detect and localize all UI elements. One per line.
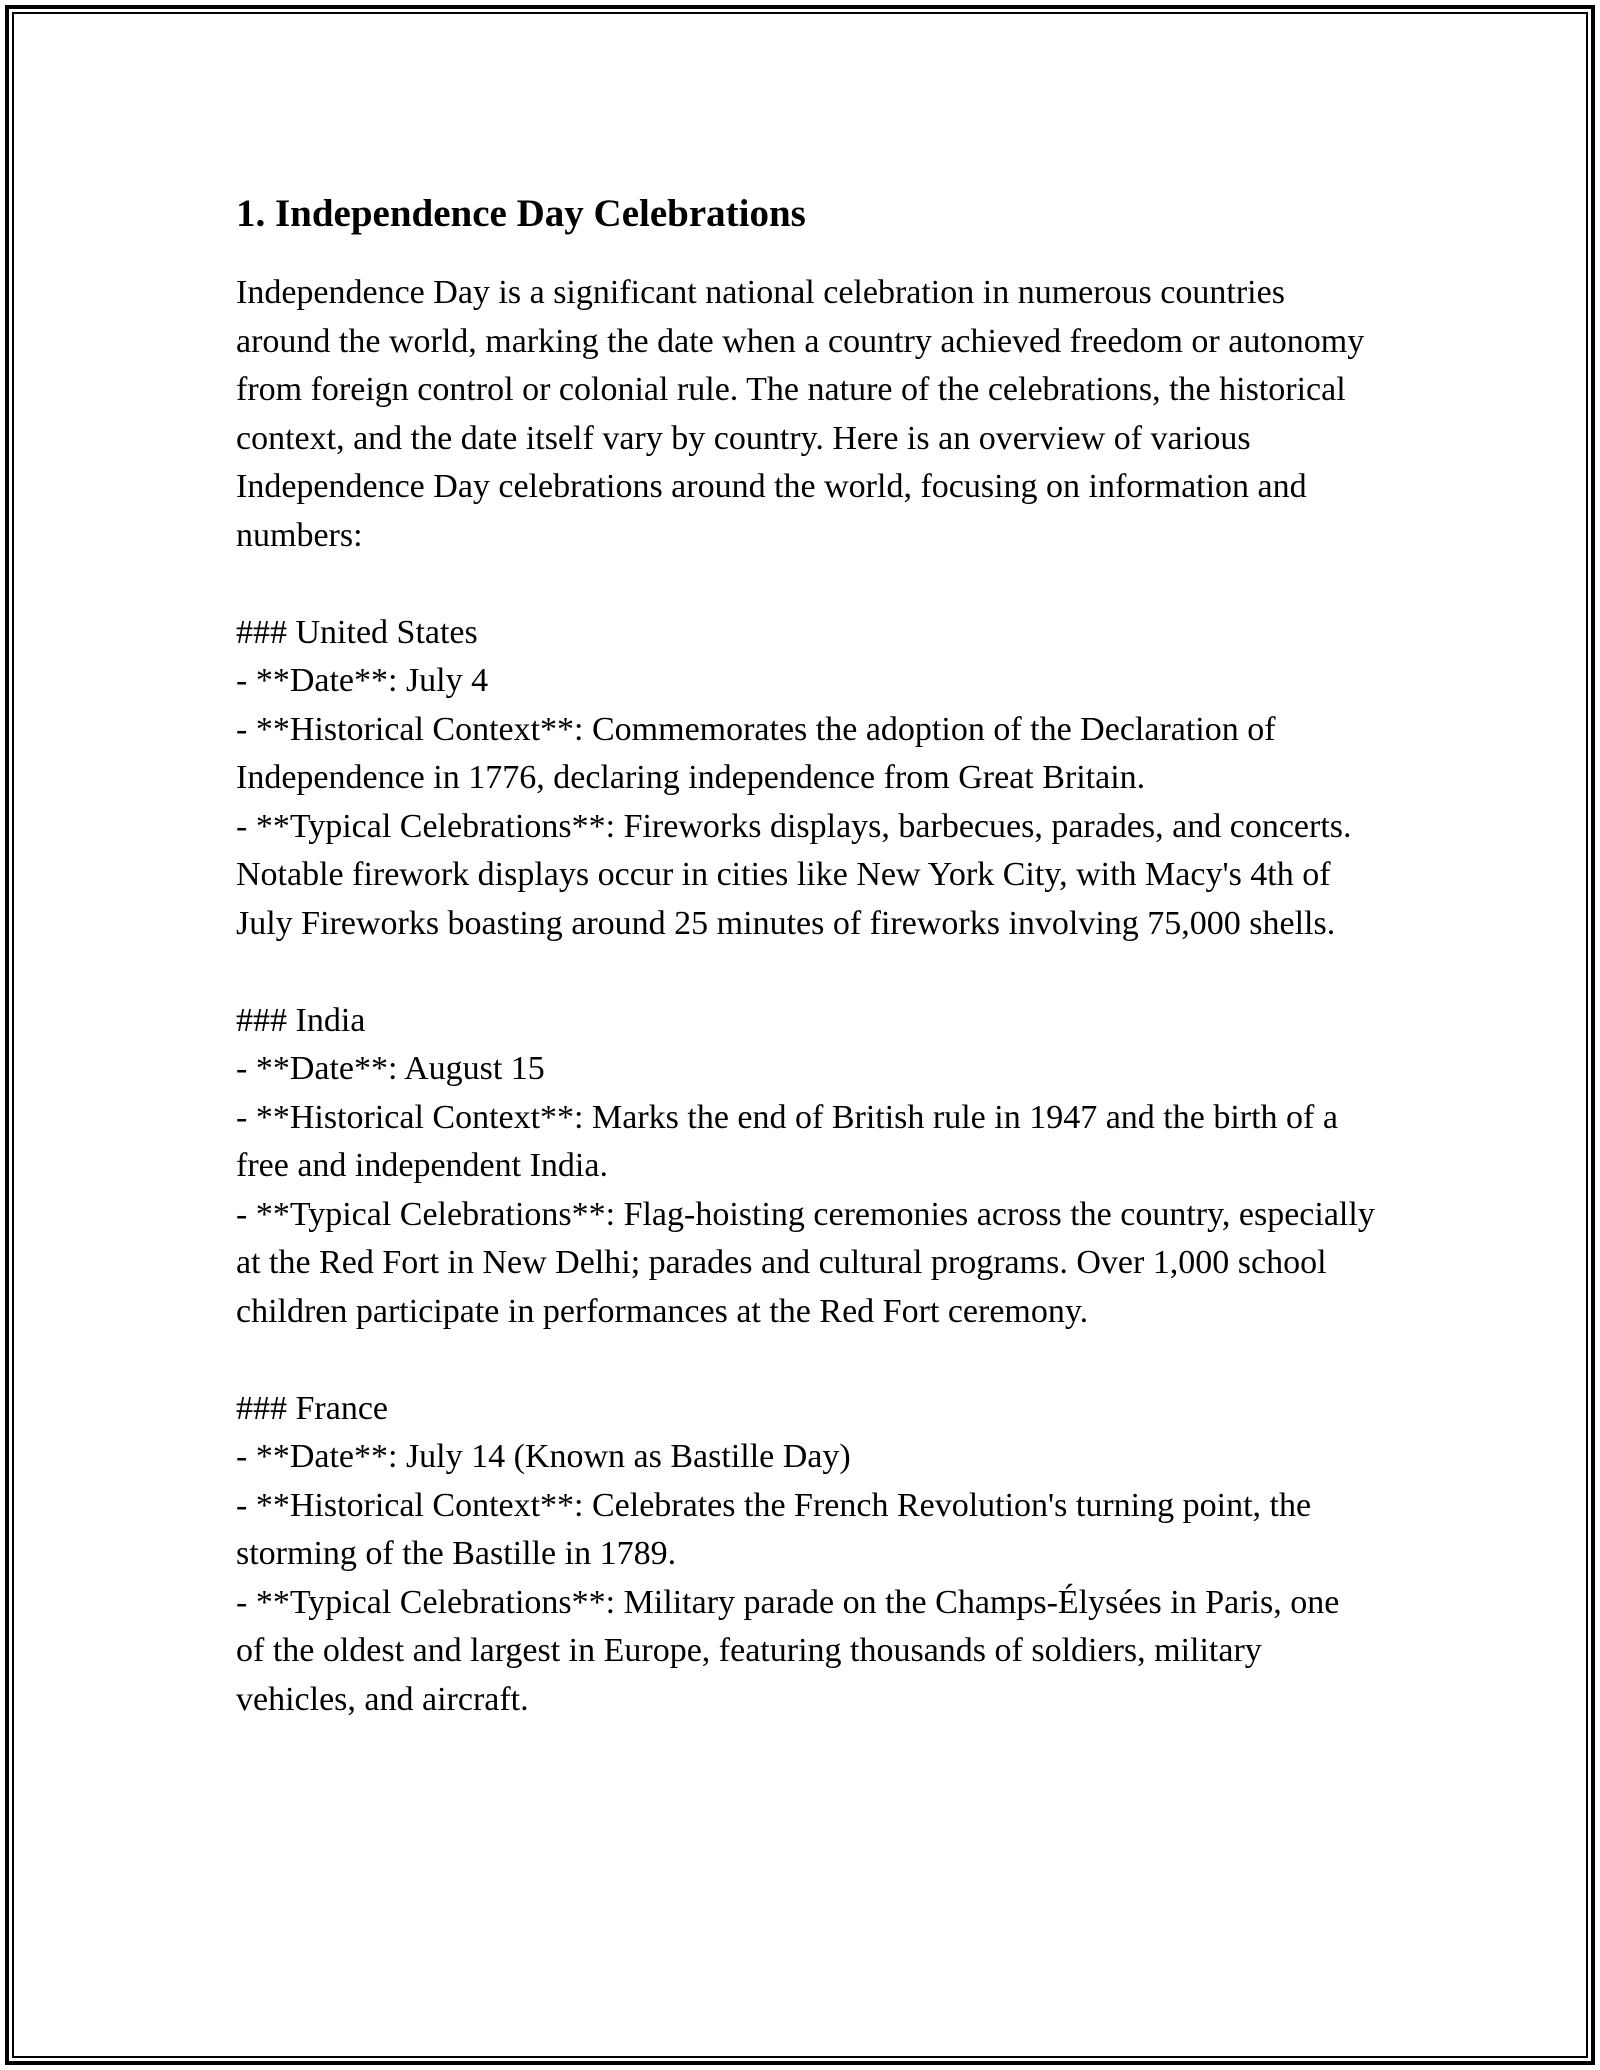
section-typical-celebrations: - **Typical Celebrations**: Military parade on the Champs-Élysées in Paris, one of the oldest and largest in Europe, featuring thousands of soldiers, military vehicles, and aircraft. — [236, 1583, 1348, 1718]
blank-line — [236, 1336, 1376, 1385]
section-heading: ### France — [236, 1389, 389, 1427]
section-date: - **Date**: August 15 — [236, 1050, 545, 1087]
section-date: - **Date**: July 14 (Known as Bastille Day) — [236, 1438, 851, 1475]
section-typical-celebrations: - **Typical Celebrations**: Flag-hoisting ceremonies across the country, especially at the Red Fort in New Delhi; parades and cultural programs. Over 1,000 school children participate in performances at the Red Fort ceremony. — [236, 1195, 1384, 1330]
section-historical-context: - **Historical Context**: Marks the end of British rule in 1947 and the birth of a free and independent India. — [236, 1098, 1347, 1184]
document-body — [236, 186, 1384, 1724]
intro-paragraph: Independence Day is a significant national celebration in numerous countries around the world, marking the date when a country achieved freedom or autonomy from foreign control or colonial rule. The nature of the celebrations, the historical context, and the date itself vary by country. Here is an overview of various Independence Day celebrations around the world, focusing on information and numbers: — [236, 274, 1373, 554]
section-france — [236, 1385, 1376, 1725]
section-india — [236, 997, 1384, 1337]
section-historical-context: - **Historical Context**: Commemorates the adoption of the Declaration of Independence in 1776, declaring independence from Great Britain. — [236, 710, 1285, 796]
section-united-states — [236, 609, 1376, 949]
document-title: 1. Independence Day Celebrations — [236, 192, 806, 235]
section-date: - **Date**: July 4 — [236, 662, 489, 699]
blank-line — [236, 560, 1376, 609]
section-historical-context: - **Historical Context**: Celebrates the French Revolution's turning point, the storming of the Bastille in 1789. — [236, 1486, 1320, 1572]
blank-line — [236, 948, 1376, 997]
section-typical-celebrations: - **Typical Celebrations**: Fireworks displays, barbecues, parades, and concerts. Notable firework displays occur in cities like New York City, with Macy's 4th of July Fireworks boasting around 25 minutes of fireworks involving 75,000 shells. — [236, 807, 1361, 942]
section-heading: ### United States — [236, 613, 478, 651]
section-heading: ### India — [236, 1001, 366, 1039]
